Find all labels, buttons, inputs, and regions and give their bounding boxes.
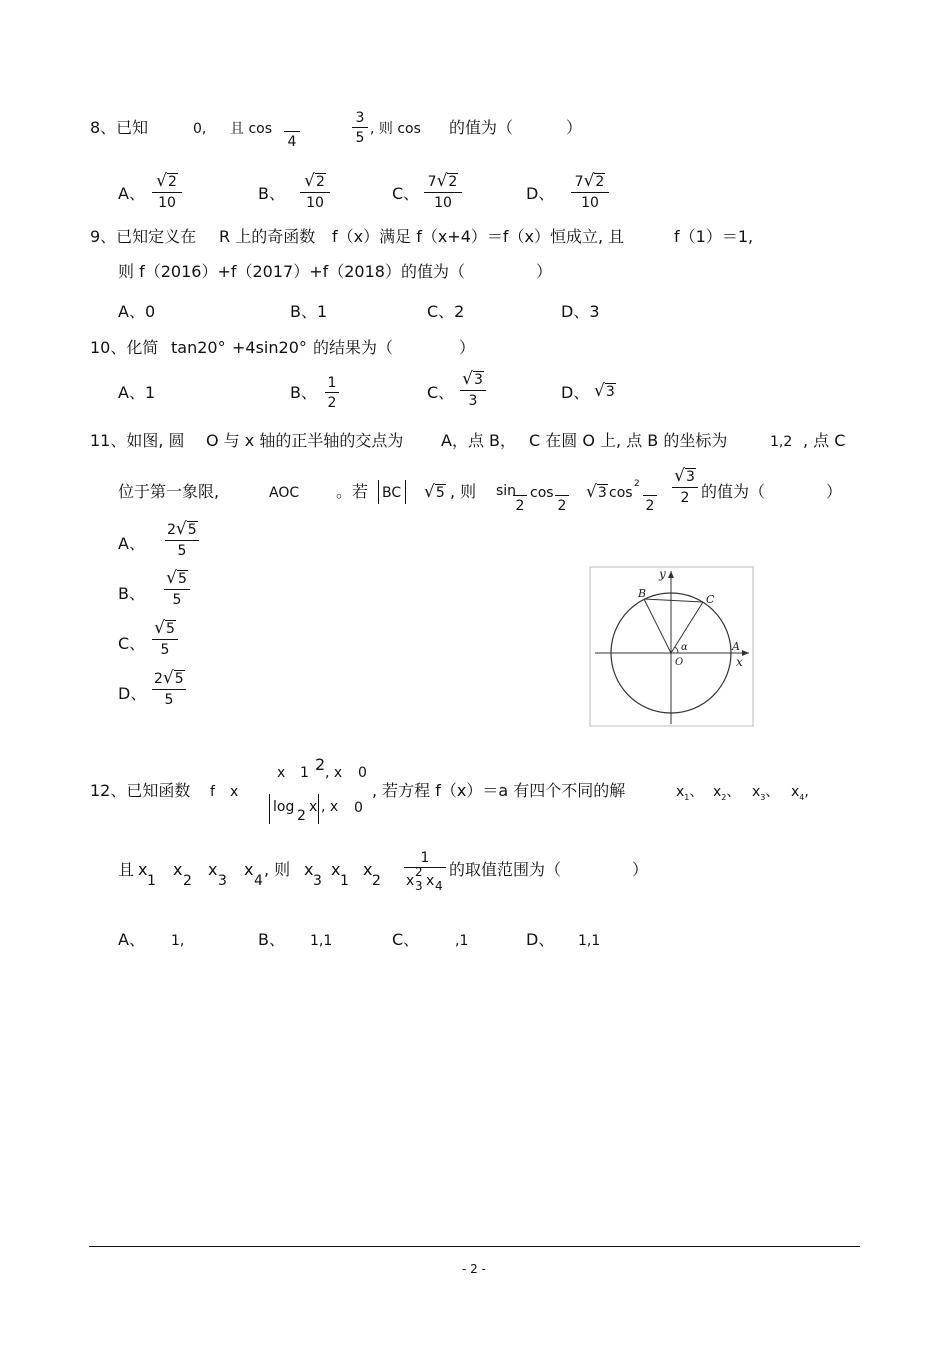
q11-close: ） xyxy=(826,482,843,501)
q12-log-base: 2 xyxy=(297,808,306,824)
q12-abs-left xyxy=(269,794,270,824)
q9-stem-b: R 上的奇函数 xyxy=(219,227,316,246)
q12-expr-x1: x xyxy=(331,860,341,879)
q11-option-d-value: $\frac{2√5}{5}$ xyxy=(152,670,186,707)
q12-option-c-value: ,1 xyxy=(455,933,469,949)
q10-option-c-label: C、 xyxy=(427,383,455,402)
q12-cond-x4-sub: 4 xyxy=(254,873,263,889)
q9-option-d: D、3 xyxy=(561,302,600,321)
q12-close: ） xyxy=(632,860,649,879)
q8-option-d-label: D、 xyxy=(526,184,555,203)
footer-rule xyxy=(89,1246,860,1247)
q12-expr-x2-sub: 2 xyxy=(372,873,381,889)
q10-option-d-value: √3 xyxy=(594,381,615,401)
origin-label: O xyxy=(675,657,684,668)
q9-stem-d: f（1）＝1, xyxy=(674,227,754,246)
q8-ask: 的值为（ xyxy=(449,118,514,137)
q11-option-b-value: $\frac{√5}{5}$ xyxy=(164,570,190,607)
q11-stem-d: C 在圆 O 上, 点 B 的坐标为 xyxy=(529,431,728,450)
q11-abs-left xyxy=(378,480,379,504)
q11-stem-b: O 与 x 轴的正半轴的交点为 xyxy=(206,431,404,450)
q10-tan: tan20° xyxy=(171,338,226,357)
q11-cos-half-frac: 2 xyxy=(555,480,569,513)
q11-stem-a: 11、如图, 圆 xyxy=(90,431,185,450)
q11-ask: 的值为（ xyxy=(701,482,766,501)
q9-stem-c: f（x）满足 f（x+4）＝f（x）恒成立, 且 xyxy=(332,227,625,246)
q10-option-a: A、1 xyxy=(118,383,156,402)
q11-rad5: √5 xyxy=(424,482,445,502)
q8-option-d-value: $\frac{7√2}{10}$ xyxy=(571,173,609,210)
q12-cond-x2: x xyxy=(173,860,183,879)
q9-option-a: A、0 xyxy=(118,302,156,321)
q12-fraction: 1 x 2 3 x 4 xyxy=(404,851,446,895)
q12-piece1-zero: 0 xyxy=(358,765,367,781)
q8-option-b-value: $\frac{√2}{10}$ xyxy=(300,173,330,210)
q8-close: ） xyxy=(566,118,583,137)
q12-piece1-one: 1 xyxy=(300,765,309,781)
q12-log-x: x xyxy=(309,799,318,815)
q12-expr-x1-sub: 1 xyxy=(340,873,349,889)
q12-piece1-cond: , x xyxy=(325,765,343,781)
q12-option-b-value: 1,1 xyxy=(310,933,333,949)
q11-sin-half: sin xyxy=(495,483,517,499)
q11-option-a-label: A、 xyxy=(118,534,145,553)
q12-piece1-x: x xyxy=(277,765,286,781)
q12-log: log xyxy=(273,799,295,815)
q8-option-b-label: B、 xyxy=(258,184,285,203)
y-axis-label: y xyxy=(659,567,666,581)
q8-range: 0, xyxy=(193,121,207,137)
q8-cos-label: 且 cos xyxy=(230,121,273,137)
q12-piece2-zero: 0 xyxy=(354,800,363,816)
q11-option-b-label: B、 xyxy=(118,584,145,603)
q11-abs-right xyxy=(405,480,406,504)
q10-option-c-value: $\frac{√3}{3}$ xyxy=(460,371,486,408)
x-axis-arrow xyxy=(742,650,749,656)
q12-option-d-label: D、 xyxy=(526,930,555,949)
q9-option-b: B、1 xyxy=(290,302,328,321)
q12-stem-b: , 若方程 f（x）＝a 有四个不同的解 xyxy=(372,781,626,800)
q11-option-a-value: $\frac{2√5}{5}$ xyxy=(165,521,199,558)
q12-x4: $x_4$, xyxy=(791,784,809,802)
q9-stem-line2: 则 f（2016）+f（2017）+f（2018）的值为（ xyxy=(118,262,465,281)
q12-cond-x1-sub: 1 xyxy=(147,873,156,889)
q12-option-d-value: 1,1 xyxy=(578,933,601,949)
q12-option-c-label: C、 xyxy=(392,930,420,949)
segment-bc xyxy=(644,599,703,602)
q8-option-c-value: $\frac{7√2}{10}$ xyxy=(424,173,462,210)
q8-stem: 8、已知 xyxy=(90,118,149,137)
q12-stem-a: 12、已知函数 xyxy=(90,781,191,800)
q12-ask: 的取值范围为（ xyxy=(449,860,562,879)
q9-stem-a: 9、已知定义在 xyxy=(90,227,197,246)
q12-cond-x4: x xyxy=(244,860,254,879)
segment-ob xyxy=(644,599,671,653)
q11-stem-c: A，点 B， xyxy=(441,431,517,450)
q11-stem-f: , 点 C xyxy=(803,431,846,450)
q11-then: , 则 xyxy=(450,482,477,501)
q12-cond-x3: x xyxy=(208,860,218,879)
q11-cos2: cos xyxy=(609,485,633,501)
q11-cos2-half-frac: 2 xyxy=(643,480,657,513)
q11-bc: BC xyxy=(382,485,402,501)
q12-piece1-sup: 2 xyxy=(315,755,326,774)
q12-abs-right xyxy=(318,794,319,824)
q8-option-a-value: $\frac{√2}{10}$ xyxy=(152,173,182,210)
alpha-label: α xyxy=(681,642,688,653)
q11-option-c-label: C、 xyxy=(118,634,146,653)
q12-x1: $x_1$、 xyxy=(676,784,704,802)
q12-cond-x3-sub: 3 xyxy=(218,873,227,889)
q12-option-a-value: 1, xyxy=(171,933,185,949)
q10-stem-a: 10、化简 xyxy=(90,338,159,357)
q12-x3: $x_3$、 xyxy=(752,784,780,802)
y-axis-arrow xyxy=(668,571,674,578)
x-axis-label: x xyxy=(736,655,743,669)
q8-option-c-label: C、 xyxy=(392,184,420,203)
q8-frac-3-5: $\frac{3}{5}$ xyxy=(352,111,368,145)
point-c-label: C xyxy=(706,593,715,606)
q11-sqrt3-over-2: $\frac{√3}{2}$ xyxy=(672,468,698,505)
q8-then-cos: , 则 cos xyxy=(370,121,421,137)
q11-aoc: AOC xyxy=(269,485,300,501)
q11-if: 。若 xyxy=(336,482,369,501)
q12-cond-x2-sub: 2 xyxy=(183,873,192,889)
q11-line2-a: 位于第一象限, xyxy=(118,482,220,501)
q12-option-b-label: B、 xyxy=(258,930,285,949)
q12-expr-x3: x xyxy=(304,860,314,879)
q12-expr-x2: x xyxy=(363,860,373,879)
q9-option-c: C、2 xyxy=(427,302,465,321)
q11-sin-half-frac: 2 xyxy=(513,480,527,513)
q12-line2-and: 且 xyxy=(118,860,135,879)
point-a-label: A xyxy=(732,640,740,653)
q8-frac-4: 4 xyxy=(284,116,300,149)
q11-cos2-sup: 2 xyxy=(634,479,640,489)
q12-x: x xyxy=(230,784,239,800)
q12-option-a-label: A、 xyxy=(118,930,145,949)
q11-rad3: √3 xyxy=(586,482,607,502)
q12-then: , 则 xyxy=(264,860,291,879)
q8-option-a-label: A、 xyxy=(118,184,145,203)
q11-cos: cos xyxy=(530,485,554,501)
angle-arc xyxy=(675,647,678,653)
q10-ask: 的结果为（ xyxy=(313,338,394,357)
q10-option-b-value: $\frac{1}{2}$ xyxy=(325,376,339,410)
q10-sin: +4sin20° xyxy=(232,338,307,357)
q12-x2: $x_2$、 xyxy=(713,784,741,802)
q12-piece2-cond: , x xyxy=(321,799,339,815)
point-b-label: B xyxy=(638,587,647,600)
q11-option-d-label: D、 xyxy=(118,684,147,703)
q10-option-d-label: D、 xyxy=(561,383,590,402)
q11-point-b: 1,2 xyxy=(770,434,793,450)
q9-close: ） xyxy=(536,262,553,281)
q11-circle-figure xyxy=(589,566,755,728)
q12-f: f xyxy=(210,784,215,800)
page-number: - 2 - xyxy=(462,1262,486,1276)
q11-option-c-value: $\frac{√5}{5}$ xyxy=(152,620,178,657)
q10-option-b-label: B、 xyxy=(290,383,317,402)
q12-cond-x1: x xyxy=(138,860,148,879)
q12-expr-x3-sub: 3 xyxy=(313,873,322,889)
q10-close: ） xyxy=(459,338,476,357)
